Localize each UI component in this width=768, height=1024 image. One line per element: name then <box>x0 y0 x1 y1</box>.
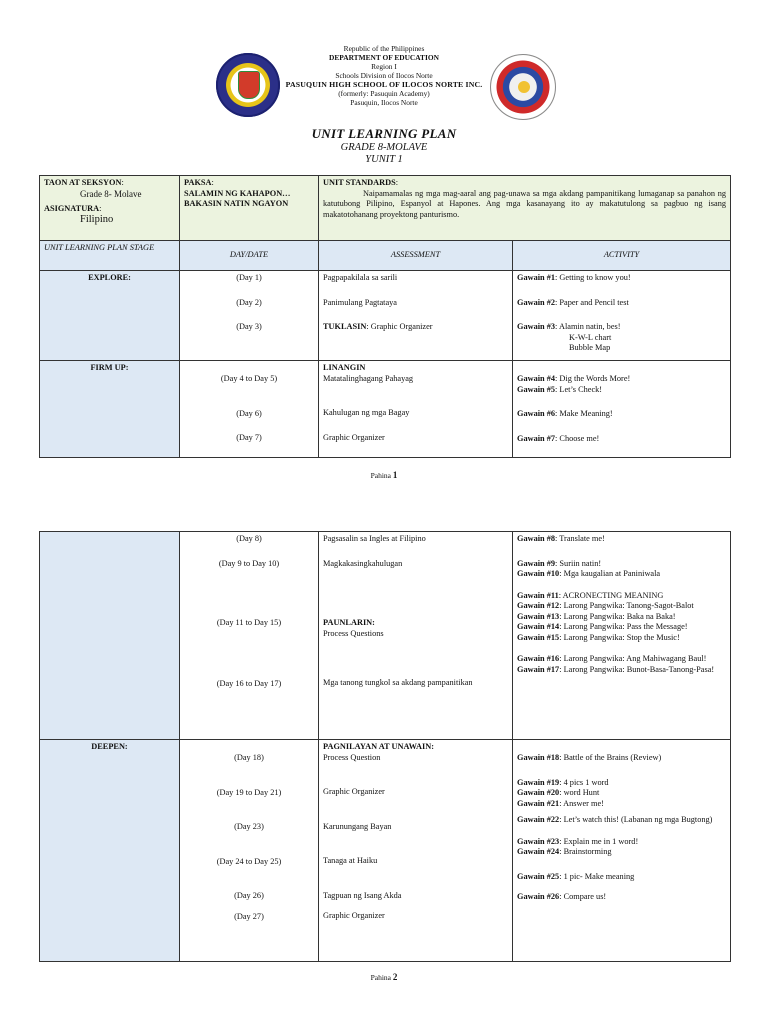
gawain-text: : Larong Pangwika: Stop the Music! <box>559 632 680 642</box>
day: (Day 23) <box>234 822 264 831</box>
letterhead-line: DEPARTMENT OF EDUCATION <box>329 53 439 62</box>
gawain-label: Gawain #20 <box>517 788 560 797</box>
info-taon-cell: TAON AT SEKSYON: Grade 8- Molave ASIGNATURA: Filipino <box>40 176 180 241</box>
gawain-label: Gawain #16 <box>517 654 560 663</box>
stage-deepen: DEEPEN: <box>40 740 180 962</box>
p2-activities-a <box>513 532 731 740</box>
gawain-text: : Make Meaning! <box>555 409 613 418</box>
gawain-label: Gawain #13 <box>517 611 560 621</box>
day: (Day 27) <box>234 911 264 921</box>
day: (Day 6) <box>236 408 262 418</box>
gawain-text: : word Hunt <box>559 788 600 797</box>
gawain-text: : Larong Pangwika: Tanong-Sagot-Balot <box>559 601 694 610</box>
gawain-label: Gawain #2 <box>517 297 556 307</box>
firmup-assessments <box>319 361 513 458</box>
gawain-text: : Larong Pangwika: Baka na Baka! <box>559 611 676 621</box>
gawain-label: Gawain #19 <box>517 777 560 787</box>
assessment: Graphic Organizer <box>323 911 385 920</box>
column-header-assessment: ASSESSMENT <box>319 241 513 271</box>
deepen-activities <box>513 740 731 962</box>
gawain-label: Gawain #5 <box>517 384 556 394</box>
asignatura-value: Filipino <box>80 213 114 225</box>
firmup-activities <box>513 361 731 458</box>
gawain-label: Gawain #25 <box>517 871 560 881</box>
footer-page-number: 1 <box>392 470 398 480</box>
gawain-text: : Larong Pangwika: Bunot-Basa-Tanong-Pasa! <box>559 664 715 674</box>
assessment: Tagpuan ng Isang Akda <box>323 890 402 900</box>
gawain-text: : Larong Pangwika: Pass the Message! <box>559 622 688 631</box>
gawain-text: : Alamin natin, bes! <box>555 322 621 331</box>
gawain-text: : Translate me! <box>555 534 605 543</box>
assessment: Panimulang Pagtataya <box>323 297 397 307</box>
page-footer-2 <box>0 972 768 982</box>
assessment: Graphic Organizer <box>370 322 433 331</box>
gawain-label: Gawain #9 <box>517 558 556 568</box>
gawain-text: : Battle of the Brains (Review) <box>559 753 662 762</box>
day: (Day 19 to Day 21) <box>216 787 282 797</box>
paksa-value: SALAMIN NG KAHAPON… <box>184 188 291 198</box>
gawain-label: Gawain #24 <box>517 847 560 856</box>
gawain-label: Gawain #14 <box>517 622 560 631</box>
gawain-label: Gawain #11 <box>517 590 559 600</box>
document-title: UNIT LEARNING PLAN <box>311 126 457 141</box>
asignatura-label: ASIGNATURA <box>44 204 100 213</box>
paksa-value: BAKASIN NATIN NGAYON <box>184 199 289 208</box>
gawain-label: Gawain #1 <box>517 273 556 282</box>
assessment: Graphic Organizer <box>323 432 385 442</box>
gawain-text: : Answer me! <box>559 798 604 808</box>
gawain-text: : Getting to know you! <box>555 273 631 282</box>
explore-days <box>180 271 319 361</box>
footer-page-number: 2 <box>392 972 398 982</box>
day: (Day 1) <box>236 273 262 282</box>
column-header-day: DAY/DATE <box>180 241 319 271</box>
day: (Day 18) <box>234 753 264 762</box>
gawain-text: : 4 pics 1 word <box>559 777 609 787</box>
p2-days-a <box>180 532 319 740</box>
activity-sub: K-W-L chart <box>569 332 612 342</box>
day: (Day 8) <box>236 534 262 543</box>
learning-plan-table-page2 <box>39 531 731 962</box>
assessment: Matatalinghagang Pahayag <box>323 373 414 383</box>
day: (Day 3) <box>236 322 262 331</box>
deepen-assessments: PAGNILAYAN AT UNAWAIN: Process Question Graphic Organizer Karunungang Bayan Tanaga at Haiku Tagpuan ng Isang Akda Graphic Organizer <box>319 740 513 962</box>
day: (Day 26) <box>234 891 264 900</box>
assessment: Pagpapakilala sa sarili <box>323 273 398 282</box>
gawain-label: Gawain #12 <box>517 601 560 610</box>
day: (Day 2) <box>236 297 262 307</box>
footer-label: Pahina <box>370 973 392 982</box>
gawain-label: Gawain #3 <box>517 322 556 331</box>
taon-label: TAON AT SEKSYON <box>44 178 122 187</box>
p2-assessments-a: Pagsasalin sa Ingles at Filipino Magkakasingkahulugan PAUNLARIN: Process Questions Mga tanong tungkol sa akdang pampanitikan <box>319 532 513 740</box>
assessment: Graphic Organizer <box>323 787 385 796</box>
gawain-label: Gawain #17 <box>517 664 560 674</box>
unit-label: YUNIT 1 <box>365 154 403 165</box>
assessment: Magkakasingkahulugan <box>323 558 403 568</box>
gawain-text: : Compare us! <box>559 892 607 901</box>
gawain-text: : Choose me! <box>555 433 600 443</box>
gawain-text: : 1 pic- Make meaning <box>559 871 635 881</box>
pagnilayan-label: PAGNILAYAN AT UNAWAIN <box>323 742 432 751</box>
day: (Day 4 to Day 5) <box>220 374 278 383</box>
gawain-label: Gawain #4 <box>517 374 556 383</box>
letterhead-line: Republic of the Philippines <box>343 44 425 53</box>
gawain-text: : Paper and Pencil test <box>555 297 629 307</box>
gawain-label: Gawain #8 <box>517 534 556 543</box>
day: (Day 11 to Day 15) <box>216 618 282 627</box>
tuklasin-label: TUKLASIN <box>323 322 367 331</box>
explore-assessments: Pagpapakilala sa sarili Panimulang Pagtataya TUKLASIN: Graphic Organizer <box>319 271 513 361</box>
stage-blank <box>40 532 180 740</box>
gawain-text: : Suriin natin! <box>555 558 602 568</box>
assessment: Karunungang Bayan <box>323 821 392 831</box>
footer-label: Pahina <box>370 471 392 480</box>
paunlarin-label: PAUNLARIN <box>323 618 373 627</box>
gawain-label: Gawain #6 <box>517 409 556 418</box>
assessment: Pagsasalin sa Ingles at Filipino <box>323 534 426 543</box>
day: (Day 7) <box>236 433 262 442</box>
day: (Day 16 to Day 17) <box>216 678 282 688</box>
gawain-text: : Let’s Check! <box>555 384 603 394</box>
assessment: Tanaga at Haiku <box>323 856 378 865</box>
gawain-label: Gawain #10 <box>517 569 560 578</box>
gawain-label: Gawain #23 <box>517 836 560 846</box>
gawain-text: : ACRONECTING MEANING <box>558 590 664 600</box>
gawain-text: : Mga kaugalian at Paniniwala <box>559 569 661 578</box>
firmup-days <box>180 361 319 458</box>
learning-plan-table-page1 <box>39 175 731 458</box>
gawain-text: : Explain me in 1 word! <box>559 836 639 846</box>
letterhead <box>0 44 768 107</box>
assessment: Process Question <box>323 752 381 762</box>
standards-label: UNIT STANDARDS <box>323 178 396 187</box>
taon-value: Grade 8- Molave <box>80 188 142 199</box>
day: (Day 9 to Day 10) <box>218 558 280 568</box>
stage-firm-up: FIRM UP: <box>40 361 180 458</box>
page-footer-1 <box>0 470 768 480</box>
column-header-stage: UNIT LEARNING PLAN STAGE <box>40 241 180 271</box>
letterhead-line: Pasuquin, Ilocos Norte <box>350 98 418 107</box>
gawain-text: : Dig the Words More! <box>555 374 631 383</box>
column-header-activity: ACTIVITY <box>513 241 731 271</box>
assessment: Process Questions <box>323 628 384 638</box>
assessment: Mga tanong tungkol sa akdang pampanitikan <box>323 678 473 687</box>
gawain-text: : Larong Pangwika: Ang Mahiwagang Baul! <box>559 654 707 663</box>
letterhead-line: (formerly: Pasuquin Academy) <box>338 89 430 98</box>
gawain-label: Gawain #18 <box>517 753 560 762</box>
stage-explore: EXPLORE: <box>40 271 180 361</box>
assessment: Kahulugan ng mga Bagay <box>323 408 410 417</box>
gawain-label: Gawain #26 <box>517 892 560 901</box>
gawain-text: : Let’s watch this! (Labanan ng mga Bugtong) <box>559 815 713 824</box>
unit-standards-cell: UNIT STANDARDS: Naipamamalas ng mga mag-aaral ang pag-unawa sa mga akdang pampanitikang lumaganap sa panahon ng katutubong Pilipino, Espanyol at Hapones. Ang mga kasanayang ito ay makatutulong sa pagbuo ng isang makatotohanang proyektong panturismo. <box>319 176 731 241</box>
letterhead-line: Region I <box>371 62 397 71</box>
gawain-text: : Brainstorming <box>559 847 612 856</box>
letterhead-line: Schools Division of Ilocos Norte <box>335 71 433 80</box>
day: (Day 24 to Day 25) <box>216 856 282 866</box>
grade-label: GRADE 8-MOLAVE <box>340 142 428 153</box>
standards-text: Naipamamalas ng mga mag-aaral ang pag-unawa sa mga akdang pampanitikang lumaganap sa panahon ng katutubong Pilipino, Espanyol at Hapones. Ang mga kasanayang ito ay makatutulong sa pagbuo ng isang makatotohanang proyektong panturismo. <box>323 188 727 219</box>
gawain-label: Gawain #21 <box>517 798 560 808</box>
info-paksa-cell: PAKSA: SALAMIN NG KAHAPON… BAKASIN NATIN NGAYON <box>180 176 319 241</box>
linangin-label: LINANGIN <box>323 363 366 372</box>
letterhead-school: PASUQUIN HIGH SCHOOL OF ILOCOS NORTE INC. <box>285 80 483 89</box>
deepen-days <box>180 740 319 962</box>
paksa-label: PAKSA <box>184 178 212 187</box>
explore-activities <box>513 271 731 361</box>
gawain-label: Gawain #7 <box>517 433 556 443</box>
gawain-label: Gawain #15 <box>517 632 560 642</box>
activity-sub: Bubble Map <box>569 343 611 352</box>
gawain-label: Gawain #22 <box>517 815 560 824</box>
